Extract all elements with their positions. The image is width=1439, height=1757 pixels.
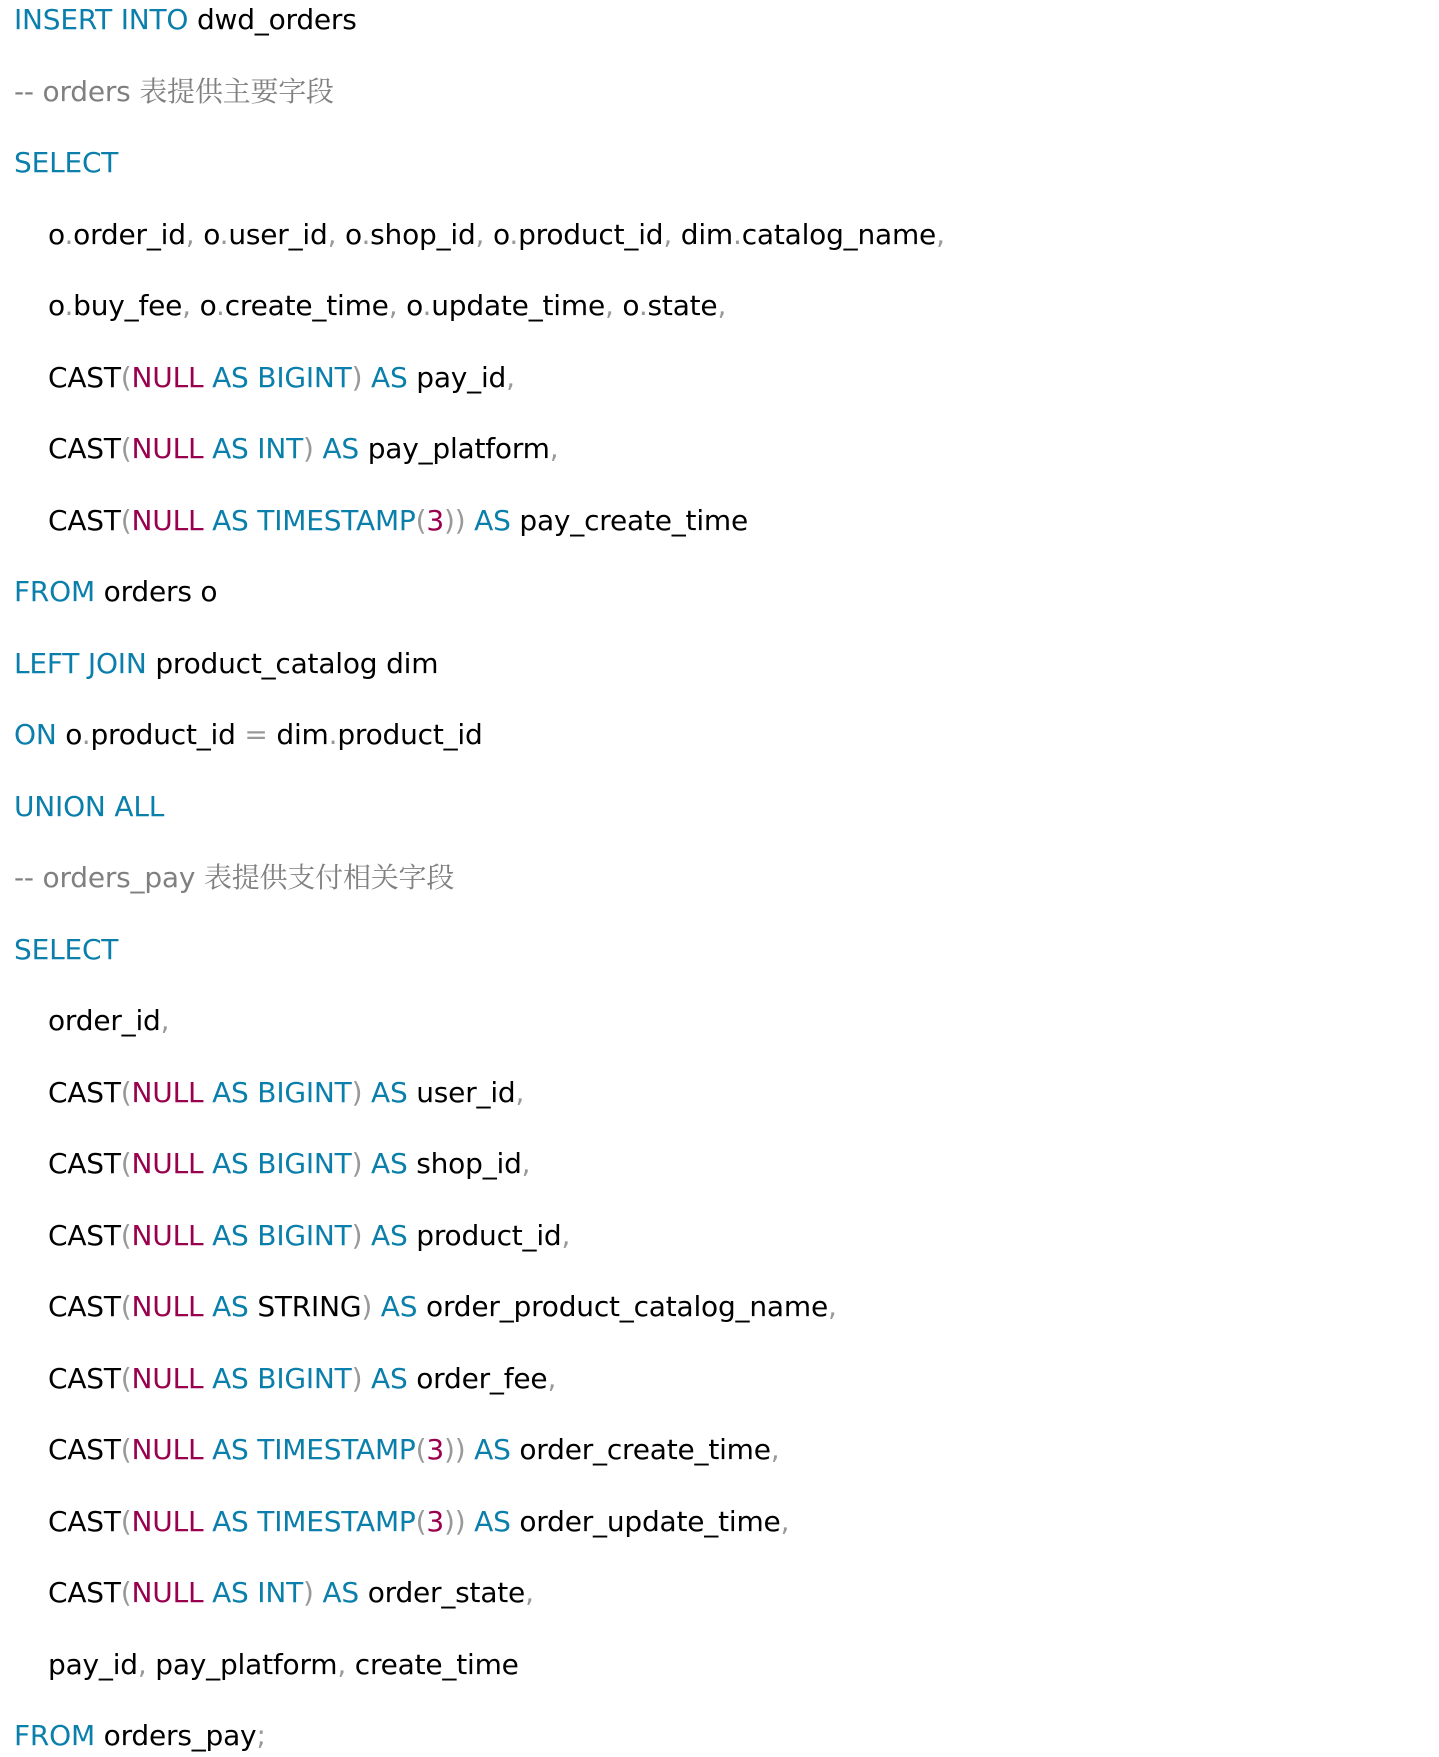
code-token: AS — [465, 1433, 520, 1466]
code-token: dim — [680, 217, 733, 251]
code-token: product_id — [90, 718, 245, 751]
code-line — [48, 1287, 837, 1327]
code-line — [48, 1073, 524, 1113]
code-token: orders o — [103, 575, 218, 608]
code-token: , — [327, 217, 345, 251]
code-token: 3 — [426, 503, 444, 537]
code-token: , — [525, 1576, 534, 1609]
code-token: order_id — [73, 217, 186, 251]
code-token: pay_create_time — [519, 503, 749, 537]
code-token: product_catalog dim — [155, 646, 439, 680]
code-token: CAST — [48, 1147, 121, 1180]
code-token: ( — [120, 1147, 132, 1180]
code-token: SELECT — [14, 932, 119, 966]
code-token: ) — [303, 432, 314, 465]
code-token: ) — [351, 1218, 363, 1252]
code-token: STRING — [257, 1290, 362, 1323]
code-token: , — [547, 1361, 557, 1395]
code-line — [14, 715, 483, 755]
code-token: ( — [415, 503, 427, 537]
code-token: NULL — [131, 503, 204, 537]
code-line — [48, 1645, 519, 1685]
code-token: order_state — [367, 1576, 526, 1609]
code-token: AS — [362, 1075, 417, 1109]
code-token: NULL — [131, 1504, 204, 1538]
code-token: FROM — [14, 1719, 104, 1752]
code-token: o — [203, 217, 220, 251]
code-line — [48, 286, 726, 326]
code-token: ) — [351, 1147, 363, 1180]
code-token: catalog_name — [741, 217, 937, 251]
code-token: . — [64, 217, 74, 251]
code-token: dwd_orders — [196, 3, 357, 36]
code-token: , — [521, 1147, 531, 1180]
code-token: NULL — [131, 1433, 204, 1466]
code-token: , — [780, 1504, 790, 1538]
code-token: AS — [465, 503, 520, 537]
code-line — [48, 215, 945, 255]
code-line — [14, 1716, 266, 1756]
code-token: ( — [120, 1361, 132, 1395]
code-token: 3 — [426, 1504, 444, 1538]
code-line — [48, 1216, 570, 1256]
code-token: ( — [120, 360, 132, 394]
code-token: , — [137, 1647, 156, 1681]
code-token: , — [475, 217, 493, 251]
code-token: )) — [443, 503, 466, 537]
code-token: LEFT JOIN — [14, 646, 156, 680]
code-token: , — [663, 217, 681, 251]
code-line — [48, 358, 515, 398]
code-line — [48, 1001, 169, 1041]
code-token: pay_platform — [155, 1647, 338, 1681]
code-token: INSERT INTO — [14, 3, 197, 36]
code-token: . — [64, 289, 74, 322]
code-token: create_time — [354, 1647, 519, 1681]
code-token: , — [717, 289, 727, 322]
code-token: NULL — [131, 1290, 204, 1323]
code-line — [14, 644, 438, 684]
code-line — [48, 501, 748, 541]
code-token: shop_id — [416, 1147, 522, 1180]
code-token: ON — [14, 718, 66, 751]
code-token: . — [328, 718, 338, 751]
code-token: order_product_catalog_name — [426, 1290, 828, 1323]
code-token: )) — [443, 1504, 466, 1538]
code-token: o — [48, 217, 65, 251]
code-line — [48, 1359, 556, 1399]
code-token: AS INT — [203, 432, 304, 465]
code-token: ) — [351, 360, 363, 394]
code-token: o — [492, 217, 510, 251]
code-line — [14, 858, 454, 898]
code-token: dim — [276, 718, 329, 751]
code-token: . — [216, 289, 225, 322]
code-token: ) — [351, 1075, 363, 1109]
code-token: user_id — [416, 1075, 516, 1109]
code-token: order_fee — [416, 1361, 548, 1395]
code-line — [48, 1430, 779, 1470]
code-token: , — [185, 217, 204, 251]
code-token: o — [199, 289, 217, 322]
code-token: . — [81, 718, 91, 751]
code-token: buy_fee — [73, 289, 183, 322]
code-token: AS TIMESTAMP — [203, 1504, 416, 1538]
code-token: AS BIGINT — [203, 360, 352, 394]
code-token: ( — [415, 1433, 427, 1466]
code-line — [48, 1502, 789, 1542]
code-token: AS BIGINT — [203, 1361, 352, 1395]
code-token: ( — [120, 1075, 132, 1109]
code-line — [14, 143, 118, 183]
code-token: . — [361, 217, 371, 251]
code-token: CAST — [48, 432, 121, 465]
code-token: ( — [120, 432, 132, 465]
code-token: NULL — [131, 1147, 204, 1180]
code-line — [14, 72, 334, 112]
code-token: -- orders 表提供主要字段 — [14, 74, 334, 108]
code-token: order_update_time — [519, 1504, 781, 1538]
code-token: , — [561, 1218, 571, 1252]
code-token: NULL — [131, 432, 204, 465]
code-token: AS BIGINT — [203, 1075, 352, 1109]
code-token: = — [244, 718, 277, 751]
code-token: o — [406, 289, 423, 322]
code-token: AS — [362, 360, 417, 394]
code-token: , — [936, 217, 945, 251]
code-token: NULL — [131, 1075, 204, 1109]
code-token: CAST — [48, 360, 121, 394]
code-token: AS BIGINT — [203, 1147, 352, 1180]
code-token: AS — [372, 1290, 427, 1323]
code-token: , — [549, 432, 559, 465]
code-token: shop_id — [370, 217, 476, 251]
code-token: . — [733, 217, 742, 251]
code-token: , — [770, 1433, 780, 1466]
code-token: CAST — [48, 1075, 121, 1109]
code-token: product_id — [337, 718, 483, 751]
code-token: ( — [120, 1218, 132, 1252]
code-line — [48, 1144, 530, 1184]
code-token: AS TIMESTAMP — [203, 1433, 416, 1466]
code-token: order_create_time — [519, 1433, 771, 1466]
code-token: CAST — [48, 1218, 121, 1252]
code-token: -- orders_pay 表提供支付相关字段 — [14, 861, 455, 894]
code-token: AS TIMESTAMP — [203, 503, 416, 537]
code-token: ( — [120, 1504, 132, 1538]
code-line — [14, 787, 164, 827]
code-token: ( — [415, 1504, 427, 1538]
code-token: state — [647, 289, 718, 322]
code-token: orders_pay — [103, 1719, 257, 1752]
code-token: ) — [303, 1576, 314, 1609]
code-token: ( — [120, 1576, 132, 1609]
code-token: NULL — [131, 1576, 204, 1609]
code-token: create_time — [224, 289, 389, 322]
code-token: , — [604, 289, 623, 322]
code-token: o — [344, 217, 362, 251]
code-token: ) — [351, 1361, 363, 1395]
code-token: ( — [120, 503, 132, 537]
code-token: UNION ALL — [14, 789, 165, 823]
code-token: , — [337, 1647, 355, 1681]
code-token: , — [160, 1004, 170, 1037]
code-token: order_id — [48, 1004, 161, 1037]
code-token: o — [65, 718, 82, 751]
code-token: pay_platform — [367, 432, 550, 465]
code-token: CAST — [48, 1576, 121, 1609]
code-token: o — [622, 289, 639, 322]
code-token: . — [509, 217, 519, 251]
code-line — [14, 0, 357, 40]
code-token: ; — [256, 1719, 266, 1752]
code-token: AS — [362, 1361, 417, 1395]
code-token: . — [219, 217, 229, 251]
code-token: ) — [361, 1290, 373, 1323]
code-token: CAST — [48, 503, 121, 537]
code-token: . — [422, 289, 432, 322]
code-token: o — [48, 289, 65, 322]
code-token: . — [638, 289, 648, 322]
code-token: , — [506, 360, 515, 394]
code-token: , — [515, 1075, 525, 1109]
code-token: FROM — [14, 575, 104, 608]
code-token: , — [827, 1290, 837, 1323]
code-line — [48, 1573, 534, 1613]
code-token: ( — [120, 1290, 132, 1323]
code-token: NULL — [131, 1361, 204, 1395]
code-token: ( — [120, 1433, 132, 1466]
code-token: , — [182, 289, 200, 322]
code-token: CAST — [48, 1433, 121, 1466]
code-token: CAST — [48, 1361, 121, 1395]
code-token: )) — [443, 1433, 466, 1466]
code-token: user_id — [228, 217, 328, 251]
code-token: CAST — [48, 1504, 121, 1538]
code-token: 3 — [426, 1433, 444, 1466]
code-token: AS — [313, 1576, 368, 1609]
code-token: pay_id — [416, 360, 507, 394]
code-token: update_time — [431, 289, 605, 322]
code-token: NULL — [131, 1218, 204, 1252]
code-line — [48, 429, 558, 469]
code-token: AS — [313, 432, 368, 465]
code-token: AS BIGINT — [203, 1218, 352, 1252]
code-token: pay_id — [48, 1647, 138, 1681]
code-token: product_id — [518, 217, 664, 251]
code-line — [14, 930, 118, 970]
code-token: product_id — [416, 1218, 562, 1252]
code-line — [14, 572, 217, 612]
code-token: AS — [362, 1147, 417, 1180]
code-token: CAST — [48, 1290, 121, 1323]
code-token: AS — [203, 1290, 258, 1323]
code-token: , — [388, 289, 407, 322]
code-token: AS INT — [203, 1576, 304, 1609]
code-token: SELECT — [14, 146, 119, 179]
code-token: NULL — [131, 360, 204, 394]
code-token: AS — [465, 1504, 520, 1538]
code-token: AS — [362, 1218, 417, 1252]
